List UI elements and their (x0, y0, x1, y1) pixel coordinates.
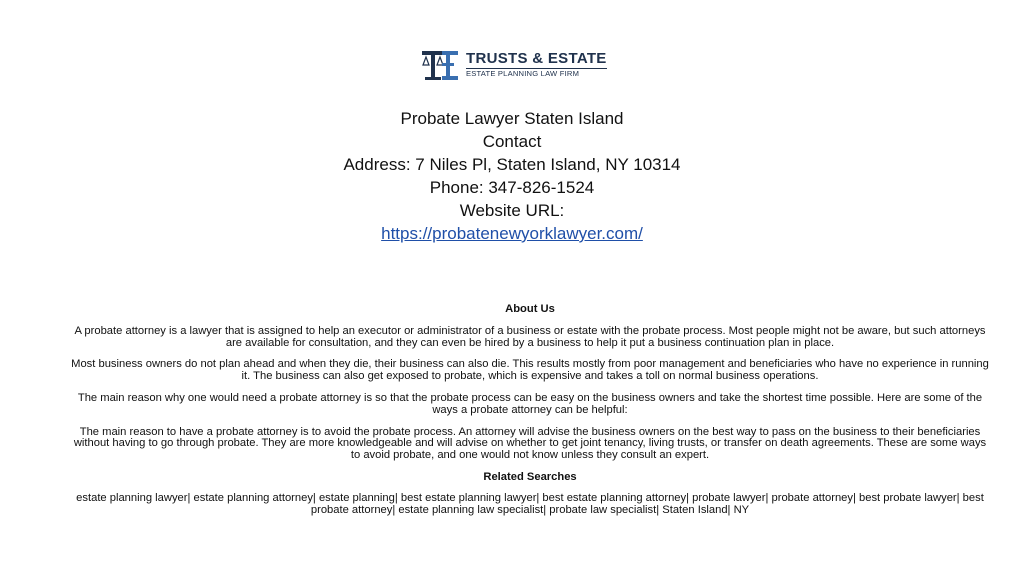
about-section (70, 304, 990, 526)
about-paragraph-3: The main reason why one would need a probate attorney is so that the probate process can be easy on the business owners and take the shortest time possible. Here are some of the ways a probate attorney can be helpful: (77, 391, 983, 416)
contact-heading: Contact (482, 132, 542, 151)
address-text: Address: 7 Niles Pl, Staten Island, NY 10314 (343, 155, 681, 174)
about-paragraph-4: The main reason to have a probate attorney is to avoid the probate process. An attorney will advise the business owners on the best way to pass on the business to their beneficiaries without having to go through probate. They are more knowledgeable and will advise on whether to get joint tenancy, living trusts, or transfer on death agreements. These are some ways to avoid probate, and one would not know unless they consult an expert. (73, 425, 987, 462)
about-paragraph-1: A probate attorney is a lawyer that is assigned to help an executor or administrator of a business or estate with the probate process. Most people might not be aware, but such attorneys are available for consultation, and they can even be hired by a business to help it put a business continuation plan in place. (74, 324, 986, 349)
website-label: Website URL: (459, 201, 565, 220)
about-heading: About Us (505, 303, 555, 315)
logo-name: TRUSTS & ESTATE (466, 50, 607, 67)
about-paragraph-2: Most business owners do not plan ahead and when they die, their business can also die. This results mostly from poor management and beneficiaries who have no experience in running it. The business can also get exposed to probate, which is expensive and takes a toll on normal business operations. (71, 358, 989, 383)
page-title: Probate Lawyer Staten Island (400, 109, 624, 128)
contact-block (0, 107, 1024, 245)
firm-logo (420, 47, 607, 83)
related-searches-text: estate planning lawyer| estate planning attorney| estate planning| best estate planning lawyer| best estate planning attorney| probate lawyer| probate attorney| best probate lawyer| best probate attorney| estate planning law specialist| probate law specialist| Staten Island| NY (76, 491, 984, 516)
phone-text: Phone: 347-826-1524 (429, 178, 595, 197)
scales-of-justice-logo-icon (420, 47, 460, 83)
website-link[interactable]: https://probatenewyorklawyer.com/ (381, 224, 643, 243)
related-searches-heading: Related Searches (483, 470, 577, 483)
logo-text (466, 51, 607, 79)
logo-subtitle: ESTATE PLANNING LAW FIRM (466, 68, 607, 79)
